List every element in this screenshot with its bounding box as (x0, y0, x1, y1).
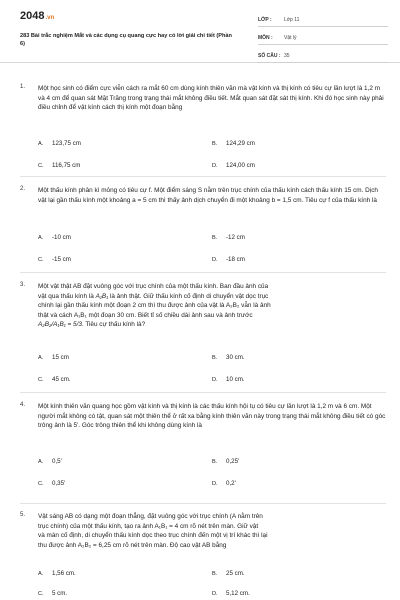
option-letter: A. (38, 459, 44, 465)
question-line: và màn cố định, di chuyển thấu kính dọc theo trục chính đến một vị trí khác thì lại (38, 532, 268, 540)
option-text: 124,29 cm (226, 140, 255, 147)
page-header (0, 0, 400, 63)
meta-key: LỚP : (258, 17, 272, 23)
option-text: -10 cm (52, 234, 71, 241)
question-line: Một vật thật AB đặt vuông góc với trục chính của một thấu kính. Ban đầu ảnh của (38, 283, 269, 290)
option-d[interactable] (212, 162, 255, 169)
option-b[interactable] (212, 234, 245, 241)
option-text: 5,12 cm. (226, 590, 250, 597)
option-d[interactable] (212, 256, 245, 263)
option-letter: A. (38, 141, 44, 147)
option-letter: C. (38, 377, 44, 383)
option-text: 30 cm. (226, 354, 245, 361)
option-letter: C. (38, 591, 44, 597)
option-b[interactable] (212, 140, 255, 147)
option-letter: B. (212, 571, 218, 577)
math-fraction: A₂B₂/A₁B₁ = 5/3 (38, 321, 82, 329)
document-meta (258, 9, 388, 63)
divider (20, 272, 386, 273)
option-text: 15 cm (52, 354, 69, 361)
option-c[interactable] (38, 376, 71, 383)
option-a[interactable] (38, 140, 81, 147)
option-c[interactable] (38, 480, 65, 487)
option-text: 123,75 cm (52, 140, 81, 147)
option-letter: C. (38, 481, 44, 487)
option-c[interactable] (38, 256, 71, 263)
option-letter: D. (212, 257, 218, 263)
question-text: Một thấu kính phân kì mỏng có tiêu cự f. Một điểm sáng S nằm trên trục chính của thấu kính cách thấu kính 15 cm. Dịch vật lại gần thấu kính một khoảng a = 5 cm thì thấy ảnh dịch chuyển đi một khoảng b = 1,5 cm. Tiêu cự f của thấu kính là (38, 187, 378, 204)
meta-row-subject (258, 27, 388, 45)
text-run: vật qua thấu kính là (38, 292, 96, 300)
divider (20, 503, 386, 504)
option-letter: A. (38, 355, 44, 361)
option-c[interactable] (38, 162, 80, 169)
divider (20, 176, 386, 177)
question-line: thu được ảnh A₂B₂ = 6,25 cm rõ nét trên màn. Độ cao vật AB bằng (38, 541, 227, 549)
question-line (38, 320, 386, 330)
option-letter: D. (212, 481, 218, 487)
meta-value: 35 (284, 53, 290, 59)
option-letter: B. (212, 355, 218, 361)
question-number: 4. (20, 402, 26, 408)
text-run: . Tiêu cự thấu kính là? (81, 321, 146, 329)
option-text: 25 cm. (226, 570, 245, 577)
option-letter: D. (212, 591, 218, 597)
option-text: 0,25' (226, 458, 240, 465)
question-text (38, 282, 386, 330)
question-line: trục chính) của một thấu kính, tạo ra ảnh A₁B₁ = 4 cm rõ nét trên màn. Giữ vật (38, 522, 259, 530)
option-b[interactable] (212, 458, 239, 465)
question-line (38, 292, 386, 302)
option-letter: A. (38, 235, 44, 241)
divider (20, 392, 386, 393)
document-title: 283 Bài trắc nghiệm Mắt và các dụng cụ quang cực hay có lời giải chi tiết (Phần 6) (20, 33, 232, 47)
meta-key: MÔN : (258, 35, 273, 41)
option-d[interactable] (212, 590, 250, 597)
site-logo[interactable] (20, 10, 54, 22)
meta-value: Vật lý (284, 35, 297, 41)
option-text: 5 cm. (52, 590, 68, 597)
option-b[interactable] (212, 570, 245, 577)
meta-value: Lớp 11 (284, 17, 300, 23)
logo-main: 2048 (20, 10, 45, 22)
text-run: là ảnh thật. Giữ thấu kính cố định di chuyển vật dọc trục (108, 292, 269, 300)
option-text: 45 cm. (52, 376, 71, 383)
option-letter: D. (212, 377, 218, 383)
option-a[interactable] (38, 458, 62, 465)
question-text (38, 512, 386, 550)
option-b[interactable] (212, 354, 245, 361)
option-letter: C. (38, 163, 44, 169)
question-text: Một kính thiên văn quang học gồm vật kính và thị kính là các thấu kính hội tụ có tiêu cự lần lượt là 1,2 m và 6 cm. Một người mắt không có tật, quan sát một thiên thể ở rất xa bằng kính thiên văn này trong trạng thái mắt không điều tiết có góc trông ảnh là 5'. Góc trông thiên thể khi không dùng kính là (38, 403, 386, 430)
option-letter: B. (212, 141, 218, 147)
option-letter: B. (212, 235, 218, 241)
option-d[interactable] (212, 376, 245, 383)
math-expression: A₁B₁ (95, 292, 109, 300)
option-d[interactable] (212, 480, 236, 487)
question-line: Vật sáng AB có dạng một đoạn thẳng, đặt vuông góc với trục chính (A nằm trên (38, 513, 263, 520)
option-a[interactable] (38, 234, 71, 241)
question-number: 2. (20, 186, 26, 192)
question-number: 1. (20, 84, 26, 90)
meta-key: SỐ CÂU : (258, 53, 281, 59)
meta-row-class (258, 9, 388, 27)
option-c[interactable] (38, 590, 67, 597)
option-letter: B. (212, 459, 218, 465)
option-text: 124,00 cm (226, 162, 255, 169)
question-line: thật và cách A₁B₁ một đoạn 30 cm. Biết tỉ số chiều dài ảnh sau và ảnh trước (38, 311, 253, 319)
option-text: 10 cm. (226, 376, 245, 383)
logo-sub: .vn (45, 15, 55, 21)
question-number: 5. (20, 512, 26, 518)
option-text: -12 cm (226, 234, 245, 241)
option-text: 0,2' (226, 480, 236, 487)
question-number: 3. (20, 282, 26, 288)
option-a[interactable] (38, 570, 76, 577)
option-text: 0,5' (52, 458, 62, 465)
option-letter: C. (38, 257, 44, 263)
option-text: 0,35' (52, 480, 66, 487)
question-line: chính lại gần thấu kính một đoạn 2 cm thì thu được ảnh của vật là A₂B₂ vẫn là ảnh (38, 302, 271, 310)
option-letter: D. (212, 163, 218, 169)
option-letter: A. (38, 571, 44, 577)
option-text: 1,56 cm. (52, 570, 76, 577)
option-a[interactable] (38, 354, 69, 361)
meta-row-count (258, 45, 388, 63)
option-text: 116,75 cm (52, 162, 81, 169)
option-text: -18 cm (226, 256, 245, 263)
option-text: -15 cm (52, 256, 71, 263)
question-text: Một học sinh có điểm cực viễn cách ra mắt 60 cm dùng kính thiên văn mà vật kính và thị kính có tiêu cự lần lượt là 1,2 m và 4 cm để quan sát Mặt Trăng trong trạng thái mắt không điều tiết. Mắt quan sát đặt sát thị kính. Khi đó học sinh này phải điều chỉnh để vật kính cách thị kính một đoạn bằng (38, 85, 384, 112)
